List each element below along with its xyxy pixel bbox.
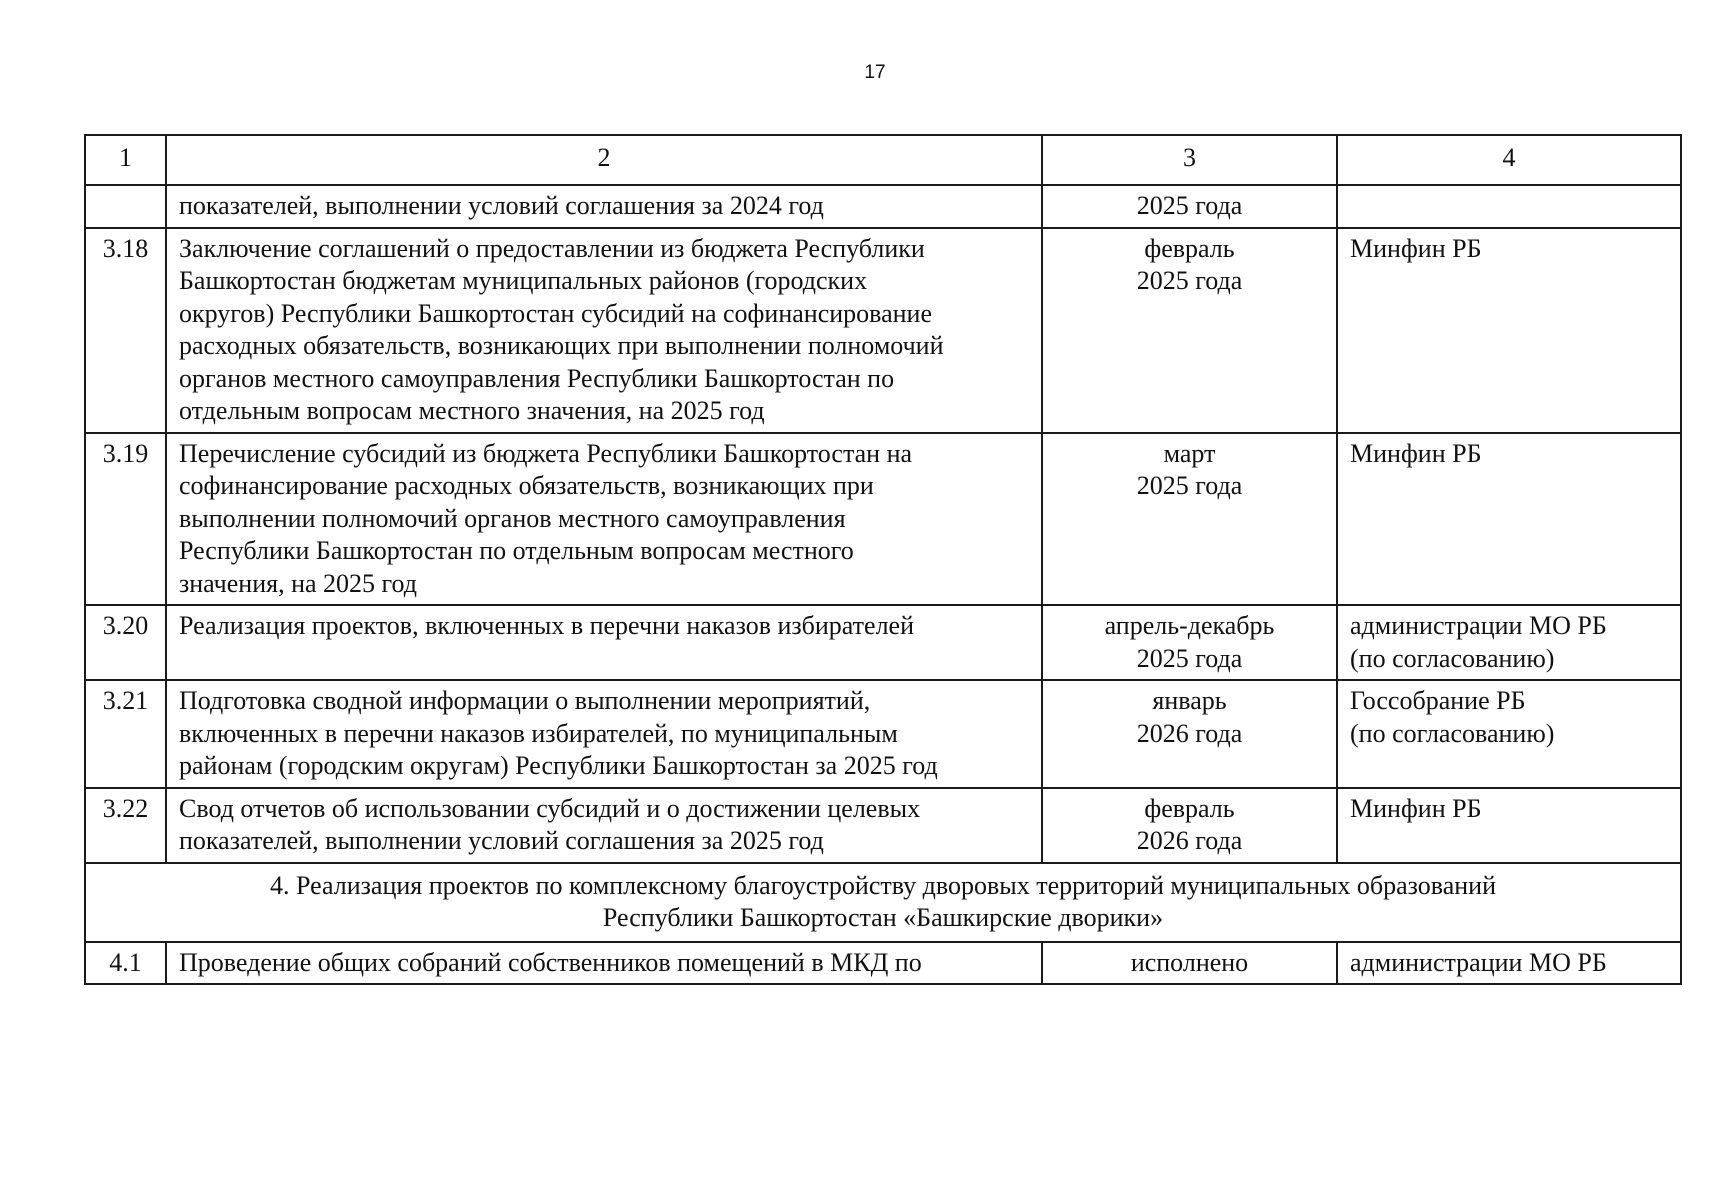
table-row-3-19	[85, 433, 1681, 606]
row-description	[166, 433, 1042, 606]
plan-table	[84, 134, 1682, 985]
row-number	[85, 185, 166, 228]
table-header-row	[85, 135, 1681, 185]
description-line: Башкортостан бюджетам муниципальных районов (городских	[179, 266, 868, 295]
section-heading-row	[85, 863, 1681, 942]
row-responsible	[1337, 185, 1681, 228]
description-line: Республики Башкортостан по отдельным вопросам местного	[179, 536, 854, 565]
row-deadline	[1042, 680, 1337, 788]
row-number: 3.21	[85, 680, 166, 788]
row-description	[166, 788, 1042, 863]
deadline-line: февраль	[1144, 793, 1235, 823]
row-deadline	[1042, 228, 1337, 433]
description-line: отдельным вопросам местного значения, на 2025 год	[179, 396, 765, 425]
description-line: районам (городским округам) Республики Башкортостан за 2025 год	[179, 751, 938, 780]
row-deadline	[1042, 433, 1337, 606]
responsible-line: Минфин РБ	[1350, 233, 1482, 263]
deadline-line: 2025 года	[1136, 471, 1243, 500]
description-line: органов местного самоуправления Республики Башкортостан по	[179, 363, 895, 393]
table-row-3-21	[85, 680, 1681, 788]
row-deadline	[1042, 788, 1337, 863]
header-cell-3: 3	[1042, 135, 1337, 185]
description-line: Проведение общих собраний собственников помещений в МКД по	[179, 947, 922, 977]
header-cell-4: 4	[1337, 135, 1681, 185]
row-description	[166, 228, 1042, 433]
description-line: выполнении полномочий органов местного самоуправления	[179, 503, 846, 533]
row-number: 3.19	[85, 433, 166, 606]
description-line: Свод отчетов об использовании субсидий и о достижении целевых	[179, 793, 921, 823]
page-number: 17	[864, 62, 886, 83]
deadline-line: 2025 года	[1136, 191, 1243, 220]
row-responsible	[1337, 433, 1681, 606]
deadline-line: январь	[1152, 686, 1227, 715]
responsible-line: Госсобрание РБ	[1350, 686, 1526, 715]
row-deadline	[1042, 185, 1337, 228]
description-line: округов) Республики Башкортостан субсидий на софинансирование	[179, 298, 932, 328]
row-responsible	[1337, 788, 1681, 863]
description-line: расходных обязательств, возникающих при выполнении полномочий	[179, 331, 944, 360]
responsible-line: Минфин РБ	[1350, 793, 1482, 823]
row-number: 3.22	[85, 788, 166, 863]
description-line: значения, на 2025 год	[179, 568, 418, 598]
description-line: Реализация проектов, включенных в перечни наказов избирателей	[179, 611, 914, 640]
responsible-line: администрации МО РБ	[1350, 947, 1607, 977]
table-row-3-18	[85, 228, 1681, 433]
table-row-3-22	[85, 788, 1681, 863]
header-cell-1: 1	[85, 135, 166, 185]
row-responsible	[1337, 228, 1681, 433]
row-number: 4.1	[85, 942, 166, 985]
description-line: Перечисление субсидий из бюджета Республики Башкортостан на	[179, 438, 913, 468]
description-line: Подготовка сводной информации о выполнении мероприятий,	[179, 686, 871, 715]
description-line: софинансирование расходных обязательств, возникающих при	[179, 471, 874, 500]
responsible-line: (по согласованию)	[1350, 718, 1555, 748]
row-description	[166, 680, 1042, 788]
description-line: показателей, выполнении условий соглашения за 2025 год	[179, 826, 824, 855]
section-heading-line: Республики Башкортостан «Башкирские дворики»	[602, 903, 1164, 932]
row-description	[166, 185, 1042, 228]
description-line: показателей, выполнении условий соглашения за 2024 год	[179, 191, 824, 220]
deadline-line: апрель-декабрь	[1104, 611, 1275, 640]
section-heading-line: 4. Реализация проектов по комплексному благоустройству дворовых территорий муниципальных образований	[270, 870, 1496, 900]
header-cell-2: 2	[166, 135, 1042, 185]
row-number: 3.20	[85, 605, 166, 680]
deadline-line: февраль	[1144, 233, 1235, 263]
row-responsible	[1337, 942, 1681, 985]
responsible-line: администрации МО РБ	[1350, 611, 1607, 640]
row-responsible	[1337, 605, 1681, 680]
section-heading	[85, 863, 1681, 942]
table-row-4-1	[85, 942, 1681, 985]
deadline-line: 2026 года	[1136, 718, 1243, 748]
deadline-line: 2026 года	[1136, 826, 1243, 855]
row-description	[166, 942, 1042, 985]
table-row-3-20	[85, 605, 1681, 680]
row-deadline	[1042, 605, 1337, 680]
deadline-line: 2025 года	[1136, 643, 1243, 673]
description-line: Заключение соглашений о предоставлении из бюджета Республики	[179, 233, 925, 263]
responsible-line: Минфин РБ	[1350, 438, 1482, 468]
row-deadline	[1042, 942, 1337, 985]
deadline-line: март	[1163, 438, 1216, 468]
row-description	[166, 605, 1042, 680]
row-responsible	[1337, 680, 1681, 788]
deadline-line: исполнено	[1130, 947, 1249, 977]
table-row-continuation	[85, 185, 1681, 228]
description-line: включенных в перечни наказов избирателей, по муниципальным	[179, 718, 898, 748]
responsible-line: (по согласованию)	[1350, 643, 1555, 673]
deadline-line: 2025 года	[1136, 266, 1243, 295]
row-number: 3.18	[85, 228, 166, 433]
